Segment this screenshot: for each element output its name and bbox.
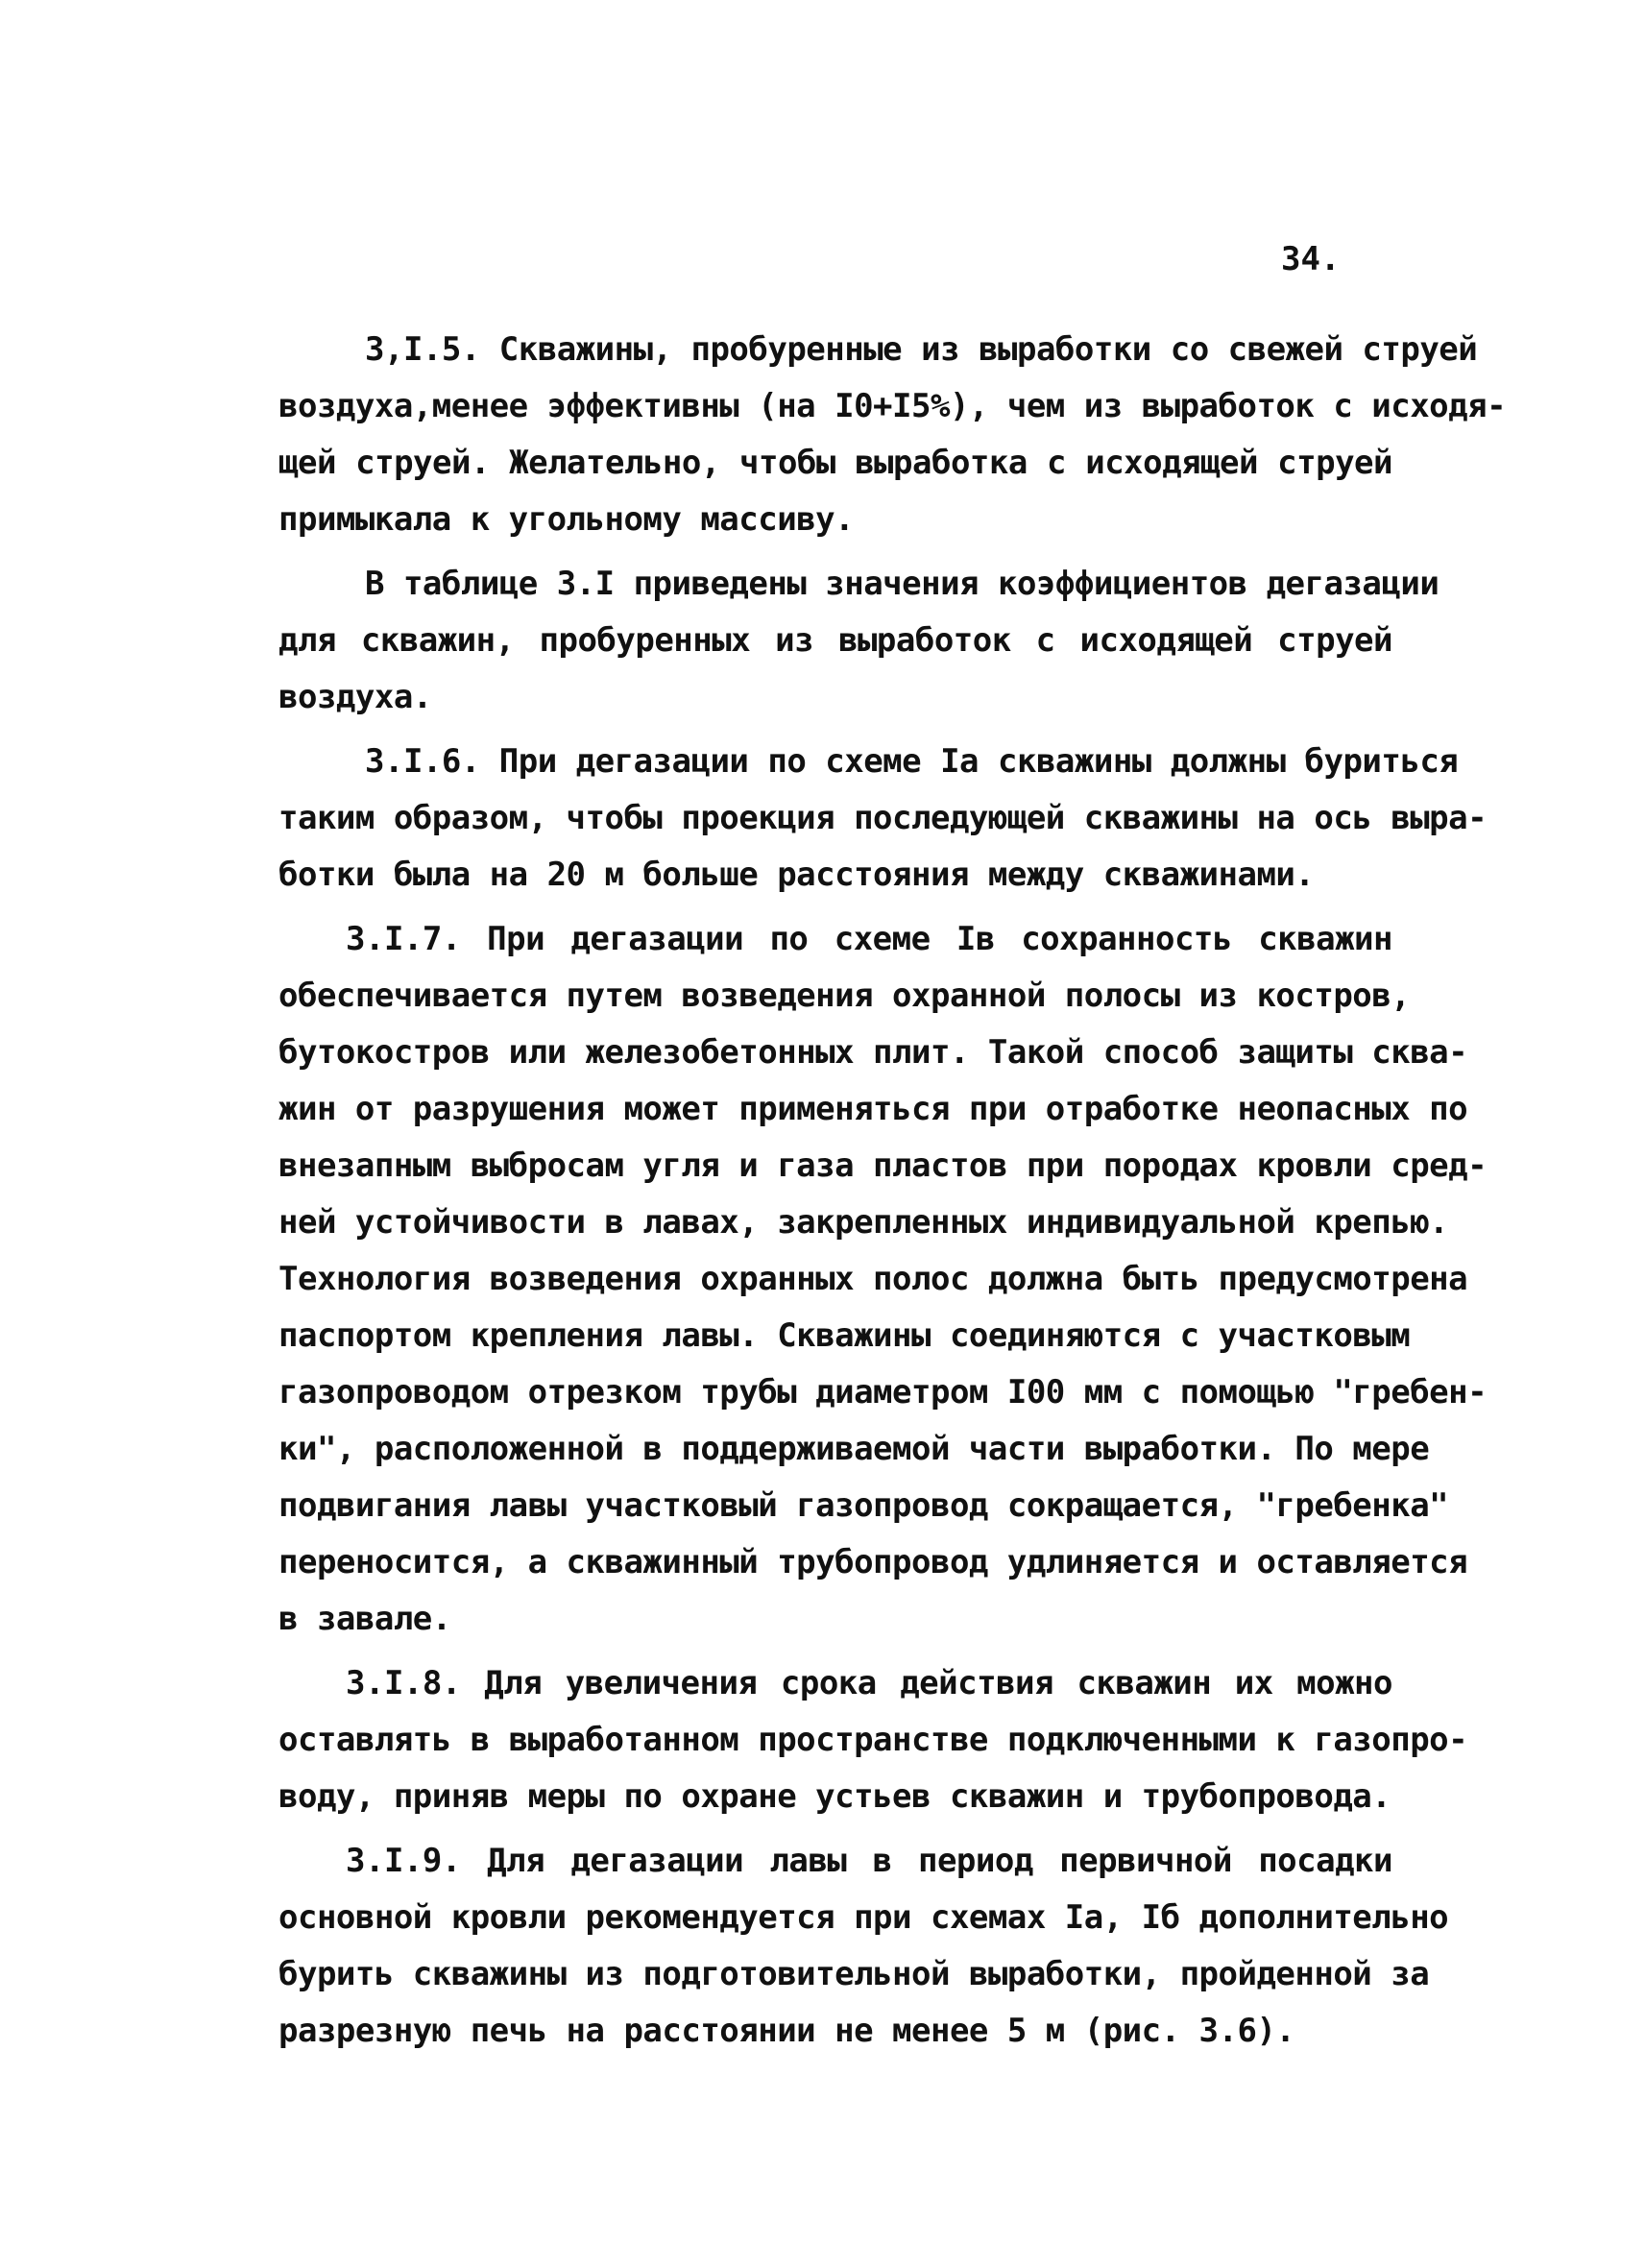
text-line: В таблице 3.I приведены значения коэффициентов дегазации xyxy=(365,565,1439,603)
text-line: таким образом, чтобы проекция последующей скважины на ось выра- xyxy=(278,799,1488,837)
paragraph-3-1-6 xyxy=(278,734,1488,904)
text-line: 3.I.7. При дегазации по схеме Iв сохранность скважин xyxy=(346,920,1392,958)
body-text xyxy=(278,322,1507,2060)
text-line: бурить скважины из подготовительной выработки, пройденной за xyxy=(278,1955,1430,1993)
paragraph-table-reference xyxy=(278,556,1439,726)
paragraph-3-1-8 xyxy=(278,1655,1468,1825)
text-line: паспортом крепления лавы. Скважины соединяются с участковым xyxy=(278,1316,1411,1355)
text-line: бутокостров или железобетонных плит. Такой способ защиты сква- xyxy=(278,1033,1468,1072)
text-line: 3,I.5. Скважины, пробуренные из выработки со свежей струей xyxy=(365,330,1478,369)
text-line: ботки была на 20 м больше расстояния между скважинами. xyxy=(278,856,1315,894)
text-line: воздуха,менее эффективны (на I0+I5%), чем из выработок с исходя- xyxy=(278,387,1507,425)
text-line: в завале. xyxy=(278,1600,451,1638)
text-line: 3.I.6. При дегазации по схеме Iа скважины должны буриться xyxy=(365,742,1459,781)
text-line: ки", расположенной в поддерживаемой части выработки. По мере xyxy=(278,1430,1430,1468)
text-line: щей струей. Желательно, чтобы выработка с исходящей струей xyxy=(278,444,1392,482)
text-line: разрезную печь на расстоянии не менее 5 м (рис. 3.6). xyxy=(278,2012,1295,2050)
text-line: жин от разрушения может применяться при отработке неопасных по xyxy=(278,1090,1468,1128)
text-line: воду, приняв меры по охране устьев скважин и трубопровода. xyxy=(278,1777,1391,1816)
page-number: 34. xyxy=(1281,240,1341,278)
text-line: 3.I.9. Для дегазации лавы в период первичной посадки xyxy=(346,1842,1392,1880)
paragraph-3-1-9 xyxy=(278,1833,1449,2060)
paragraph-3-1-5 xyxy=(278,322,1507,548)
paragraph-3-1-7 xyxy=(278,911,1488,1648)
text-line: ней устойчивости в лавах, закрепленных индивидуальной крепью. xyxy=(278,1203,1449,1242)
text-line: основной кровли рекомендуется при схемах Iа, Iб дополнительно xyxy=(278,1898,1449,1937)
text-line: внезапным выбросам угля и газа пластов при породах кровли сред- xyxy=(278,1146,1488,1185)
text-line: газопроводом отрезком трубы диаметром I00 мм с помощью "гребен- xyxy=(278,1373,1488,1411)
text-line: обеспечивается путем возведения охранной полосы из костров, xyxy=(278,977,1411,1015)
text-line: 3.I.8. Для увеличения срока действия скважин их можно xyxy=(346,1664,1392,1702)
text-line: для скважин, пробуренных из выработок с исходящей струей xyxy=(278,621,1392,660)
text-line: подвигания лавы участковый газопровод сокращается, "гребенка" xyxy=(278,1486,1449,1525)
text-line: оставлять в выработанном пространстве подключенными к газопро- xyxy=(278,1721,1468,1759)
text-line: примыкала к угольному массиву. xyxy=(278,500,855,539)
text-line: переносится, а скважинный трубопровод удлиняется и оставляется xyxy=(278,1543,1468,1581)
text-line: воздуха. xyxy=(278,678,432,716)
text-line: Технология возведения охранных полос должна быть предусмотрена xyxy=(278,1260,1468,1298)
